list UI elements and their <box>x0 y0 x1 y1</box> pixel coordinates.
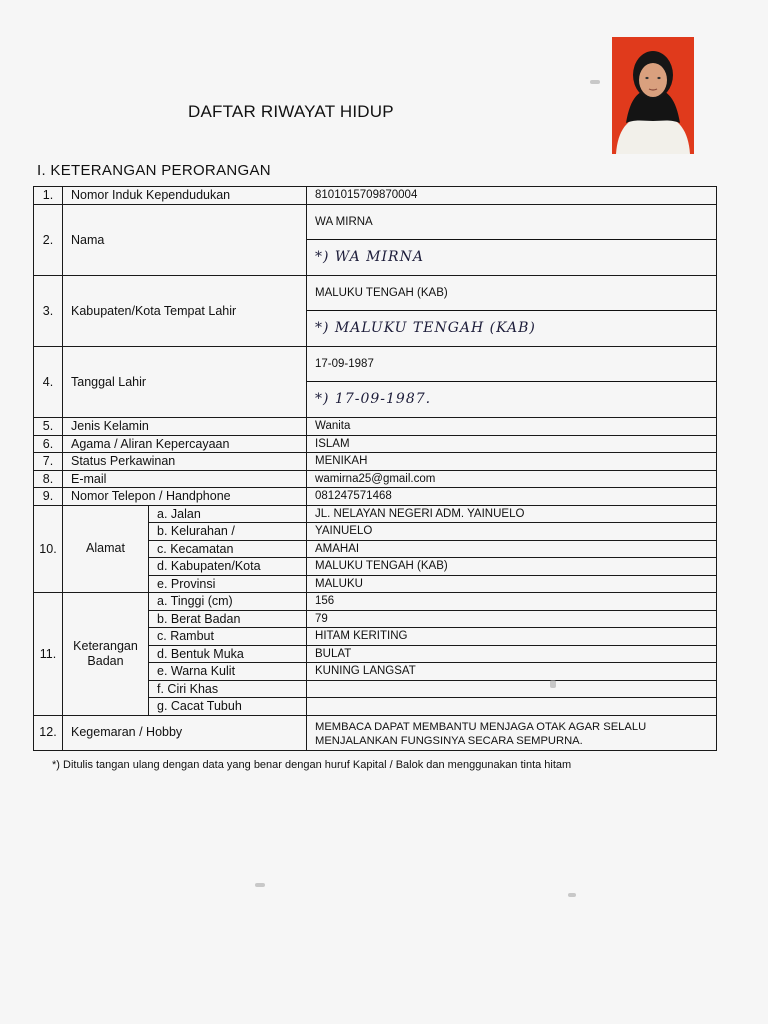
profile-photo <box>612 37 694 154</box>
table-row <box>34 470 717 488</box>
row-number: 2. <box>34 205 63 276</box>
group-label: Alamat <box>63 505 149 593</box>
row-number: 8. <box>34 470 63 488</box>
field-value: YAINUELO <box>307 523 717 541</box>
sub-label: c. Kecamatan <box>149 540 307 558</box>
field-value: 79 <box>307 610 717 628</box>
field-value-cell <box>307 276 717 347</box>
row-number: 1. <box>34 187 63 205</box>
field-value: MALUKU TENGAH (KAB) <box>307 558 717 576</box>
field-value: 8101015709870004 <box>307 187 717 205</box>
field-label: E-mail <box>63 470 307 488</box>
field-value: AMAHAI <box>307 540 717 558</box>
sub-label: b. Kelurahan / <box>149 523 307 541</box>
sub-label: g. Cacat Tubuh <box>149 698 307 716</box>
field-value: 081247571468 <box>307 488 717 506</box>
table-row <box>34 418 717 436</box>
table-row <box>34 505 717 523</box>
field-label: Nomor Telepon / Handphone <box>63 488 307 506</box>
handwritten-value: *) MALUKU TENGAH (KAB) <box>307 310 716 346</box>
sub-label: d. Kabupaten/Kota <box>149 558 307 576</box>
field-value: HITAM KERITING <box>307 628 717 646</box>
sub-label: c. Rambut <box>149 628 307 646</box>
field-value: BULAT <box>307 645 717 663</box>
row-number: 7. <box>34 453 63 471</box>
section-title: I. KETERANGAN PERORANGAN <box>37 162 271 179</box>
table-row <box>34 715 717 750</box>
field-label: Tanggal Lahir <box>63 347 307 418</box>
field-value <box>307 680 717 698</box>
table-row <box>34 276 717 347</box>
scan-speck <box>590 80 600 84</box>
sub-label: a. Tinggi (cm) <box>149 593 307 611</box>
field-label: Kabupaten/Kota Tempat Lahir <box>63 276 307 347</box>
scan-speck <box>255 883 265 887</box>
field-label: Nama <box>63 205 307 276</box>
field-value <box>307 698 717 716</box>
field-value: ISLAM <box>307 435 717 453</box>
sub-label: e. Warna Kulit <box>149 663 307 681</box>
sub-label: f. Ciri Khas <box>149 680 307 698</box>
group-label: Keterangan Badan <box>63 593 149 716</box>
row-number: 3. <box>34 276 63 347</box>
table-row <box>34 187 717 205</box>
field-label: Agama / Aliran Kepercayaan <box>63 435 307 453</box>
scan-speck <box>550 680 556 688</box>
field-value-cell <box>307 347 717 418</box>
field-value: MALUKU TENGAH (KAB) <box>315 287 448 299</box>
table-row <box>34 593 717 611</box>
row-number: 11. <box>34 593 63 716</box>
table-row <box>34 205 717 276</box>
sub-label: d. Bentuk Muka <box>149 645 307 663</box>
sub-label: e. Provinsi <box>149 575 307 593</box>
row-number: 4. <box>34 347 63 418</box>
field-value: wamirna25@gmail.com <box>307 470 717 488</box>
handwritten-value: *) 17-09-1987. <box>307 381 716 417</box>
row-number: 6. <box>34 435 63 453</box>
field-value: 156 <box>307 593 717 611</box>
field-label: Kegemaran / Hobby <box>63 715 307 750</box>
personal-data-table <box>33 186 717 751</box>
row-number: 5. <box>34 418 63 436</box>
row-number: 10. <box>34 505 63 593</box>
table-row <box>34 435 717 453</box>
field-value: WA MIRNA <box>315 216 373 228</box>
row-number: 12. <box>34 715 63 750</box>
table-row <box>34 488 717 506</box>
field-label: Nomor Induk Kependudukan <box>63 187 307 205</box>
field-value: KUNING LANGSAT <box>307 663 717 681</box>
field-value: JL. NELAYAN NEGERI ADM. YAINUELO <box>307 505 717 523</box>
field-value: MEMBACA DAPAT MEMBANTU MENJAGA OTAK AGAR SELALU MENJALANKAN FUNGSINYA SECARA SEMPURNA. <box>307 715 717 750</box>
sub-label: a. Jalan <box>149 505 307 523</box>
table-row <box>34 453 717 471</box>
sub-label: b. Berat Badan <box>149 610 307 628</box>
field-value-cell <box>307 205 717 276</box>
field-value: 17-09-1987 <box>315 358 374 370</box>
field-label: Jenis Kelamin <box>63 418 307 436</box>
footnote: *) Ditulis tangan ulang dengan data yang benar dengan huruf Kapital / Balok dan menggunakan tinta hitam <box>52 759 572 771</box>
field-value: Wanita <box>307 418 717 436</box>
field-label: Status Perkawinan <box>63 453 307 471</box>
table-row <box>34 347 717 418</box>
field-value: MENIKAH <box>307 453 717 471</box>
scan-speck <box>568 893 576 897</box>
handwritten-value: *) WA MIRNA <box>307 239 716 275</box>
field-value: MALUKU <box>307 575 717 593</box>
document-title: DAFTAR RIWAYAT HIDUP <box>188 102 394 121</box>
row-number: 9. <box>34 488 63 506</box>
